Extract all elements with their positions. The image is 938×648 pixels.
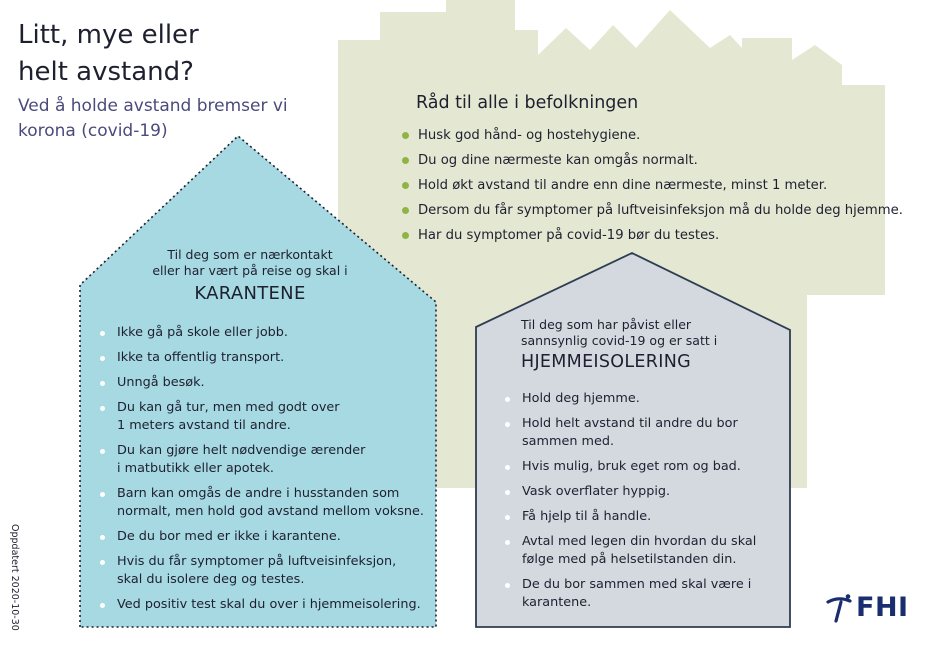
quarantine-header [140, 247, 360, 304]
list-item [505, 533, 775, 569]
list-item: Hold økt avstand til andre enn dine nærmeste, minst 1 meter. [402, 173, 912, 198]
updated-date: Oppdatert 2020-10-30 [9, 524, 20, 631]
item-line: skal du isolere deg og testes. [117, 572, 305, 587]
item-line: Du kan gå tur, men med godt over [117, 400, 340, 415]
list-item [505, 483, 775, 501]
item-line: Vask overflater hyppig. [522, 484, 671, 499]
list-item [100, 485, 430, 521]
quarantine-intro-line-1: Til deg som er nærkontakt [167, 247, 333, 262]
item-line: Ikke ta offentlig transport. [117, 350, 285, 365]
item-line: De du bor sammen med skal være i [522, 577, 752, 592]
list-item: Har du symptomer på covid-19 bør du testes. [402, 223, 912, 248]
general-advice-heading: Råd til alle i befolkningen [416, 93, 639, 113]
list-item [100, 374, 430, 392]
list-item [505, 508, 775, 526]
list-item [100, 399, 430, 435]
list-item [505, 458, 775, 476]
list-item [505, 415, 775, 451]
item-line: karantene. [522, 595, 592, 610]
list-item [100, 596, 430, 614]
list-item [100, 324, 430, 342]
item-line: følge med på helsetilstanden din. [522, 552, 737, 567]
fhi-logo-text: FHI [856, 592, 909, 623]
list-item [505, 576, 775, 612]
isolation-intro-line-1: Til deg som har påvist eller [521, 317, 692, 332]
isolation-list [505, 390, 775, 619]
title-line-1: Litt, mye eller [18, 20, 199, 50]
quarantine-list [100, 324, 430, 621]
page-subtitle [18, 94, 318, 144]
item-line: i matbutikk eller apotek. [117, 461, 274, 476]
list-item: Dersom du får symptomer på luftveisinfeksjon må du holde deg hjemme. [402, 198, 912, 223]
isolation-intro-line-2: sannsynlig covid-19 og er satt i [521, 333, 718, 348]
item-line: Du kan gjøre helt nødvendige ærender [117, 443, 366, 458]
quarantine-intro [140, 247, 360, 279]
item-line: Hold helt avstand til andre du bor [522, 416, 738, 431]
list-item: Husk god hånd- og hostehygiene. [402, 123, 912, 148]
list-item [100, 442, 430, 478]
fhi-logo [826, 592, 909, 623]
list-item [100, 349, 430, 367]
list-item [100, 553, 430, 589]
item-line: Barn kan omgås de andre i husstanden som [117, 486, 400, 501]
item-line: Hold deg hjemme. [522, 391, 640, 406]
fhi-logo-icon [826, 593, 854, 623]
item-line: normalt, men hold god avstand mellom voksne. [117, 504, 424, 519]
isolation-heading: HJEMMEISOLERING [521, 352, 691, 372]
title-line-2: helt avstand? [18, 57, 194, 87]
item-line: Hvis du får symptomer på luftveisinfeksjon, [117, 554, 397, 569]
item-line: Unngå besøk. [117, 375, 205, 390]
item-line: Få hjelp til å handle. [522, 509, 652, 524]
quarantine-intro-line-2: eller har vært på reise og skal i [152, 263, 348, 278]
subtitle-line-1: Ved å holde avstand bremser vi [18, 96, 288, 116]
quarantine-heading: KARANTENE [194, 283, 306, 304]
page-title [18, 17, 318, 91]
general-advice-section [402, 93, 912, 248]
item-line: Ikke gå på skole eller jobb. [117, 325, 288, 340]
list-item: Du og dine nærmeste kan omgås normalt. [402, 148, 912, 173]
list-item [100, 528, 430, 546]
item-line: Hvis mulig, bruk eget rom og bad. [522, 459, 741, 474]
item-line: De du bor med er ikke i karantene. [117, 529, 341, 544]
item-line: 1 meters avstand til andre. [117, 418, 291, 433]
item-line: sammen med. [522, 434, 615, 449]
isolation-intro [521, 317, 771, 349]
subtitle-line-2: korona (covid-19) [18, 121, 168, 141]
item-line: Ved positiv test skal du over i hjemmeisolering. [117, 597, 421, 612]
item-line: Avtal med legen din hvordan du skal [522, 534, 757, 549]
general-advice-list [402, 123, 912, 248]
list-item [505, 390, 775, 408]
isolation-header [521, 317, 771, 372]
